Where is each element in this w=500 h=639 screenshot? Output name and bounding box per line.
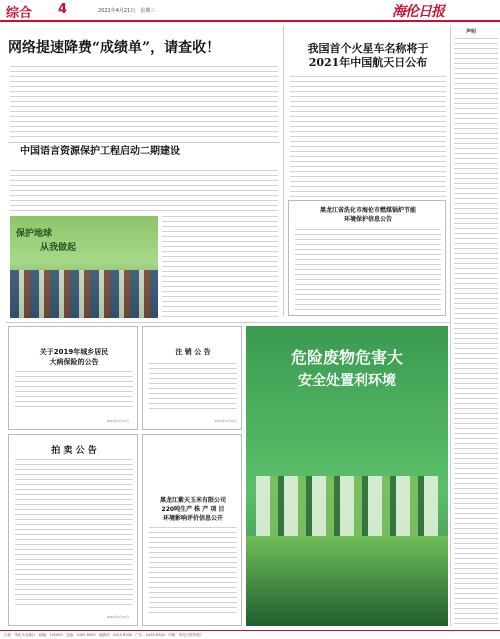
yukang-body bbox=[149, 527, 237, 617]
eia-title-2: 环境保护信息公告 bbox=[343, 216, 392, 223]
yukang-notice bbox=[142, 434, 242, 626]
mars-body bbox=[290, 76, 446, 198]
date-line: 2021年4月21日 星期三 bbox=[98, 8, 156, 14]
children-photo bbox=[10, 216, 158, 318]
mars-headline-2: 2021年中国航天日公布 bbox=[308, 56, 428, 69]
mars-headline-1: 我国首个火星车名称将于 bbox=[307, 42, 429, 55]
city-illustration bbox=[256, 476, 438, 536]
cancellation-notice bbox=[142, 326, 242, 430]
yukang-title-2: 220吨生产 株 产 项 目 bbox=[161, 506, 225, 513]
poverty-notice bbox=[8, 326, 138, 430]
cancellation-title: 注 销 公 告 bbox=[175, 348, 211, 356]
cancellation-date: 2021年4月20日 bbox=[214, 419, 237, 423]
right-column-heading: 声明 bbox=[466, 29, 477, 35]
poverty-title-2: 大病保险的公告 bbox=[49, 358, 99, 366]
poverty-body bbox=[15, 371, 133, 411]
auction-title: 拍 卖 公 告 bbox=[51, 446, 97, 456]
photo-sidebar-text bbox=[162, 216, 278, 318]
eia-title-1: 黑龙江省洗化市海伦市燃煤锅炉节能 bbox=[319, 207, 416, 214]
banner-slogan-2: 安全处置利环境 bbox=[298, 373, 396, 389]
language-headline: 中国语言资源保护工程启动二期建设 bbox=[20, 146, 180, 157]
photo-caption-2: 从我做起 bbox=[40, 243, 77, 253]
page-number: 4 bbox=[58, 2, 68, 17]
right-column-body bbox=[454, 38, 498, 626]
cancellation-body bbox=[149, 363, 237, 411]
yukang-title-1: 黑龙江紫天玉米有限公司 bbox=[159, 497, 226, 504]
students-figures bbox=[10, 270, 158, 318]
banner-slogan-1: 危险废物危害大 bbox=[290, 348, 403, 367]
yukang-title-3: 环境影响评价信息公开 bbox=[162, 515, 223, 522]
auction-body bbox=[15, 459, 133, 609]
right-column-rule bbox=[450, 26, 451, 626]
poverty-title-1: 关于2019年城乡居民 bbox=[39, 348, 109, 356]
network-headline: 网络提速降费“成绩单”，请查收！ bbox=[8, 40, 221, 56]
auction-notice bbox=[8, 434, 138, 626]
page-footer: 社址：绥化市北林区 · 邮编：152000 · 总编：0455-8300 · 编辑部：0455-8300 · 广告：0455-8300 · 印刷：绥化日报印刷厂 bbox=[0, 630, 500, 639]
column-rule bbox=[283, 26, 284, 316]
poverty-date: 2021年4月15日 bbox=[106, 419, 129, 423]
divider bbox=[6, 322, 450, 323]
eia-body bbox=[295, 229, 441, 311]
hazardous-waste-banner bbox=[246, 326, 448, 626]
auction-date: 2021年4月21日 bbox=[106, 615, 129, 619]
newspaper-logo: 海伦日报 bbox=[392, 4, 444, 20]
photo-caption-1: 保护地球 bbox=[16, 229, 53, 239]
eia-notice bbox=[288, 200, 446, 316]
network-body bbox=[10, 66, 278, 138]
ground-illustration bbox=[246, 536, 448, 626]
section-name: 综合 bbox=[6, 6, 33, 21]
language-body bbox=[10, 170, 278, 212]
divider bbox=[8, 142, 280, 143]
